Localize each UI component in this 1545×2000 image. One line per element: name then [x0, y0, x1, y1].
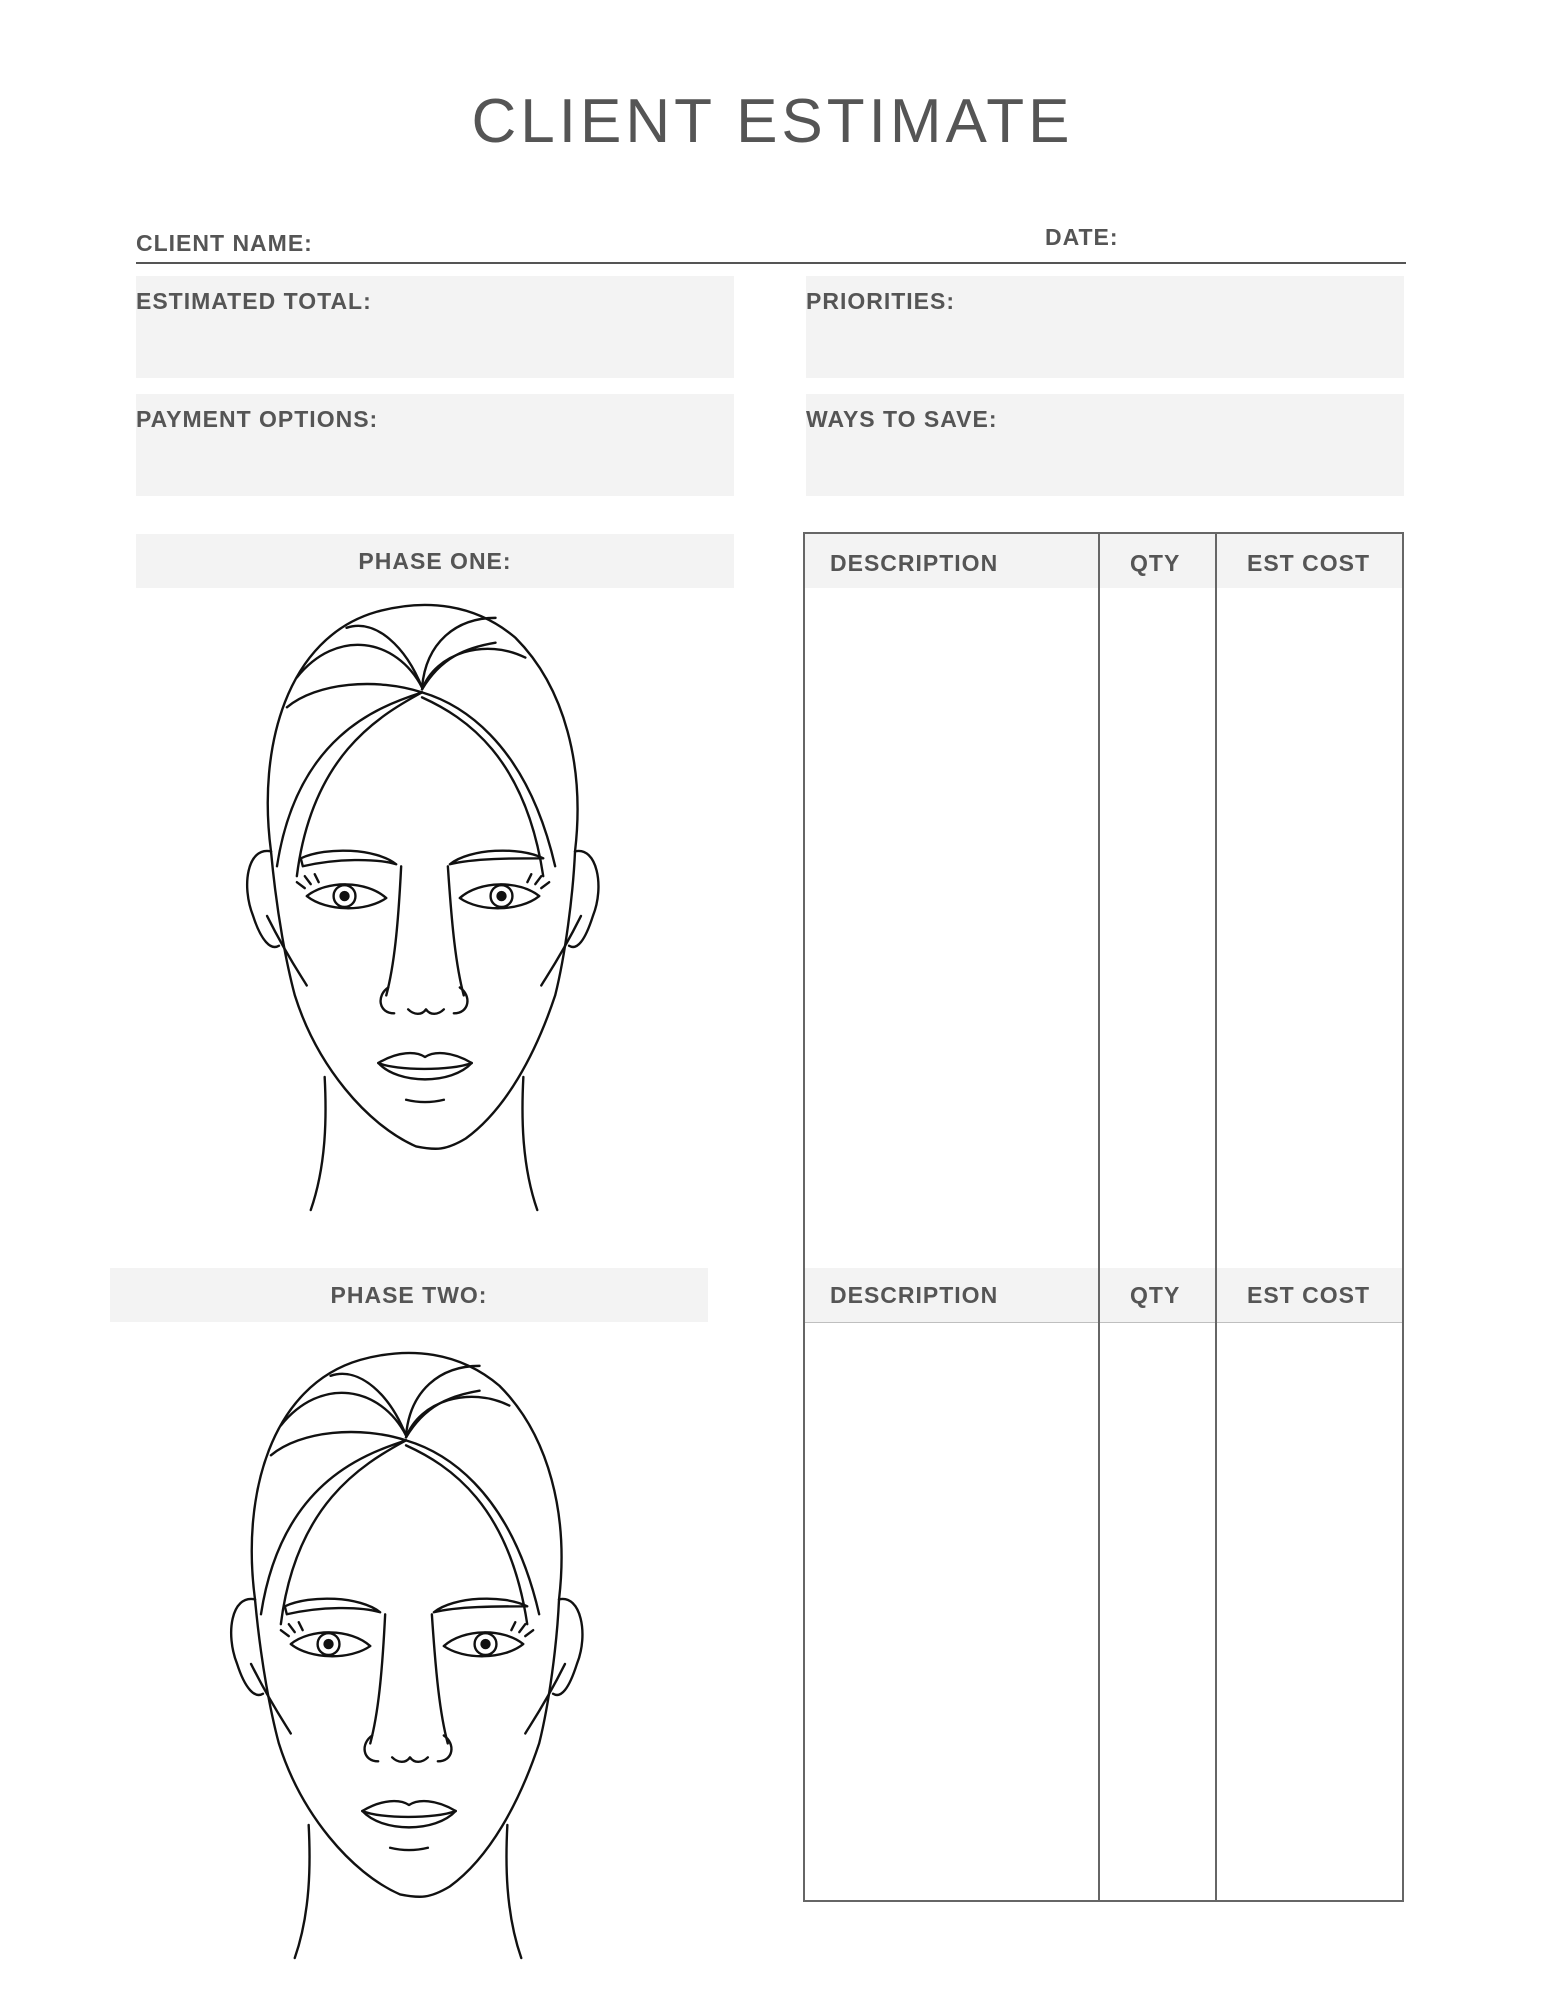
face-drawing [247, 605, 598, 1210]
estimated-total-label: ESTIMATED TOTAL: [136, 288, 372, 314]
table-one-est-cost-header: EST COST [1247, 550, 1371, 576]
phase-one-bar [136, 534, 734, 588]
table-two-est-cost-header: EST COST [1247, 1282, 1371, 1308]
phase-two-bar [110, 1268, 708, 1322]
estimated-total-box[interactable] [136, 276, 734, 378]
table-one-description-header: DESCRIPTION [830, 550, 999, 576]
date-label: DATE: [1045, 224, 1119, 250]
payment-options-box[interactable] [136, 394, 734, 496]
table-one-est-cost-cell[interactable] [1217, 588, 1402, 1268]
face-drawing [231, 1353, 582, 1958]
table-one-description-cell[interactable] [805, 588, 1098, 1268]
table-two-est-cost-cell[interactable] [1217, 1323, 1402, 1900]
face-outline-icon [210, 1346, 610, 1962]
payment-options-label: PAYMENT OPTIONS: [136, 406, 379, 432]
table-two-description-header: DESCRIPTION [830, 1282, 999, 1308]
priorities-box[interactable] [806, 276, 1404, 378]
priorities-label: PRIORITIES: [806, 288, 956, 314]
phase-two-label: PHASE TWO: [330, 1281, 488, 1308]
table-one-qty-cell[interactable] [1100, 588, 1215, 1268]
ways-to-save-box[interactable] [806, 394, 1404, 496]
table-two-description-cell[interactable] [805, 1323, 1098, 1900]
table-two-qty-header: QTY [1130, 1282, 1181, 1308]
phase-one-label: PHASE ONE: [358, 547, 512, 574]
table-one-qty-header: QTY [1130, 550, 1181, 576]
ways-to-save-label: WAYS TO SAVE: [806, 406, 998, 432]
table-two-qty-cell[interactable] [1100, 1323, 1215, 1900]
page-title: CLIENT ESTIMATE [471, 87, 1074, 156]
client-name-label: CLIENT NAME: [136, 230, 313, 256]
client-name-line[interactable] [136, 262, 1406, 264]
face-outline-icon [226, 598, 626, 1214]
